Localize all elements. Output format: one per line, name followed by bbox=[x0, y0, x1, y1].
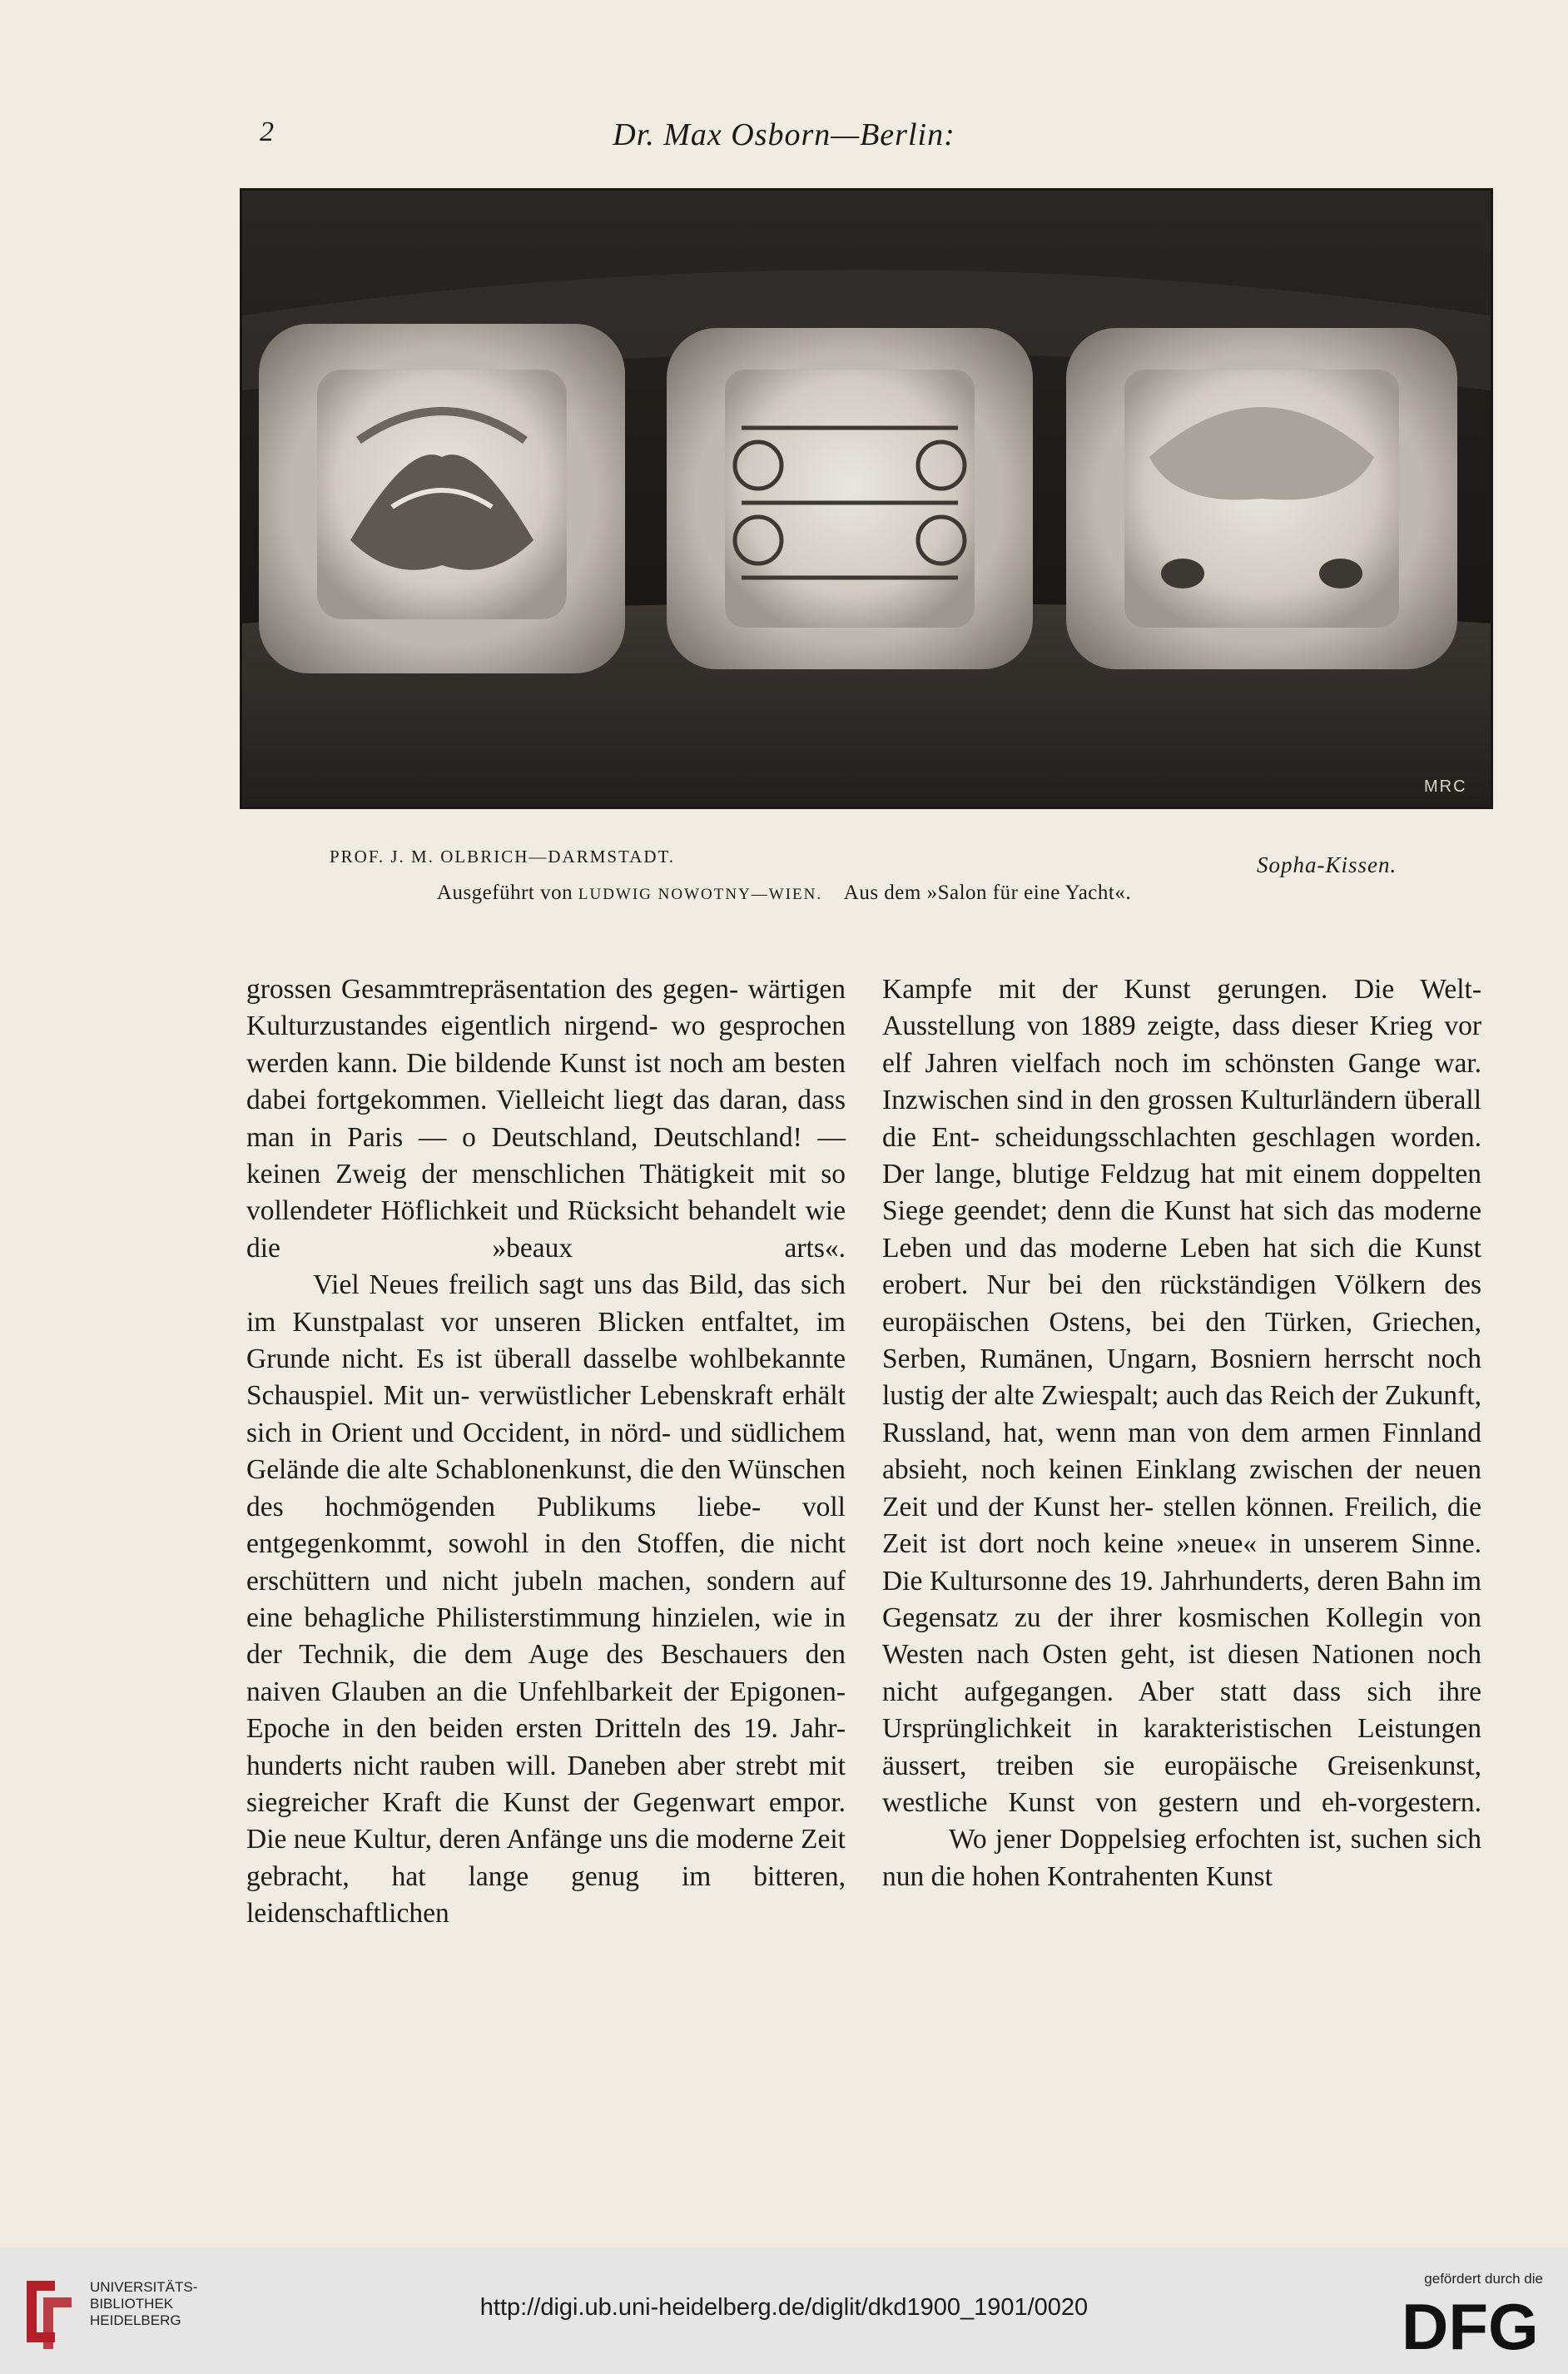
library-name: UNIVERSITÄTS- BIBLIOTHEK HEIDELBERG bbox=[90, 2279, 198, 2328]
photo-monogram: MRC bbox=[1424, 777, 1467, 796]
left-cushion bbox=[259, 324, 625, 673]
middle-cushion bbox=[667, 328, 1033, 669]
digitization-footer bbox=[0, 2247, 1568, 2374]
caption-source: Aus dem »Salon für eine Yacht«. bbox=[843, 882, 1132, 904]
right-cushion bbox=[1066, 328, 1457, 669]
caption-execution bbox=[0, 882, 1568, 905]
dfg-logo-icon bbox=[1402, 2292, 1543, 2357]
paragraph: Kampfe mit der Kunst gerungen. Die Welt-Ausstellung von 1889 zeigte, dass dieser Krieg vor elf Jahren vielfach noch im schönsten Gange war. Inzwischen sind in den grossen Kulturländern überall die Ent- scheidungsschlachten geschlagen worden. Der lange, blutige Feldzug hat mit einem doppelten Siege geendet; denn die Kunst hat sich das moderne Leben und das moderne Leben hat sich die Kunst erobert. Nur bei den rückständigen Völkern des europäischen Ostens, bei den Türken, Griechen, Serben, Rumänen, Ungarn, Bosniern herrscht noch lustig der alte Zwiespalt; auch das Reich der Zukunft, Russland, hat, wenn man von dem armen Finnland absieht, noch keinen Einklang zwischen der neuen Zeit und der Kunst her- stellen können. Freilich, die Zeit ist dort noch keine »neue« in unserem Sinne. Die Kultursonne des 19. Jahrhunderts, deren Bahn im Gegensatz zu der ihrer kosmischen Kollegin von Westen nach Osten geht, ist diesen Nationen noch nicht aufgegangen. Aber statt dass sich ihre Ursprünglichkeit in karakteristischen Leistungen äussert, treiben sie europäische Greisenkunst, westliche Kunst von gestern und eh-vorgestern. bbox=[882, 974, 1481, 1818]
right-text-column bbox=[882, 971, 1481, 1895]
caption-object-title: Sopha-Kissen. bbox=[1257, 852, 1397, 877]
paragraph: grossen Gesammtrepräsentation des gegen- wärtigen Kulturzustandes eigentlich nirgend- wo gesprochen werden kann. Die bildende Kunst ist noch am besten dabei fortgekommen. Vielleicht liegt das daran, dass man in Paris — o Deutschland, Deutschland! — keinen Zweig der menschlichen Thätigkeit mit so vollendeter Höflichkeit und Rücksicht behandelt wie die »beaux arts«. bbox=[246, 974, 846, 1264]
page-number: 2 bbox=[260, 117, 274, 147]
running-title: Dr. Max Osborn—Berlin: bbox=[613, 117, 955, 152]
left-text-column bbox=[246, 971, 846, 1933]
caption-designer: PROF. J. M. OLBRICH—DARMSTADT. bbox=[330, 847, 676, 867]
paragraph: Wo jener Doppelsieg erfochten ist, suchen sich nun die hohen Kontrahenten Kunst bbox=[882, 1824, 1481, 1892]
permalink-url[interactable]: http://digi.ub.uni-heidelberg.de/diglit/dkd1900_1901/0020 bbox=[479, 2294, 1089, 2321]
svg-text:DFG: DFG bbox=[1402, 2292, 1539, 2357]
caption-executed-by: Ausgeführt von bbox=[436, 882, 573, 904]
caption-maker: LUDWIG NOWOTNY—WIEN. bbox=[578, 886, 823, 903]
sofa-cushions-photograph bbox=[240, 188, 1493, 809]
funded-by-label: gefördert durch die bbox=[1424, 2271, 1543, 2287]
paragraph: Viel Neues freilich sagt uns das Bild, das sich im Kunstpalast vor unseren Blicken entfaltet, im Grunde nicht. Es ist überall dasselbe wohlbekannte Schauspiel. Mit un- verwüstlicher Lebenskraft erhält sich in Orient und Occident, in nörd- und südlichem Gelände die alte Schablonenkunst, die den Wünschen des hochmögenden Publikums liebe- voll entgegenkommt, sowohl in den Stoffen, die nicht erschüttern und nicht jubeln machen, sondern auf eine behagliche Philisterstimmung hinzielen, wie in der Technik, die dem Auge des Beschauers den naiven Glauben an die Unfehlbarkeit der Epigonen-Epoche in den beiden ersten Dritteln des 19. Jahr- hunderts nicht rauben will. Daneben aber strebt mit siegreicher Kraft die Kunst der Gegenwart empor. Die neue Kultur, deren Anfänge uns die moderne Zeit gebracht, hat lange genug im bitteren, leidenschaftlichen bbox=[246, 1269, 846, 1929]
